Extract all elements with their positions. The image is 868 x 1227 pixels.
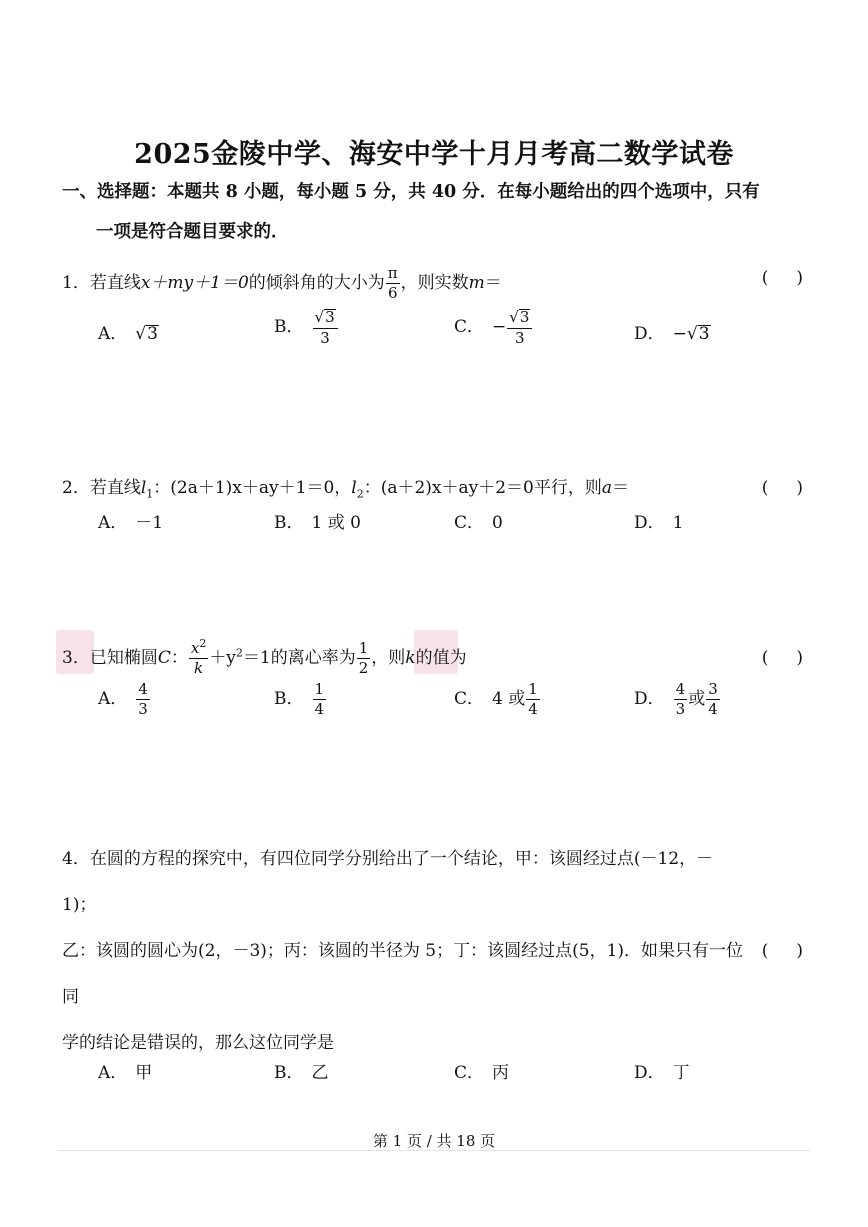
question-1 [62, 266, 807, 355]
q3-option-c[interactable]: C． 4 或 $\frac{1}{4}$ [454, 680, 538, 718]
q2-option-c[interactable]: C． 0 [454, 513, 503, 533]
question-4-options [62, 1058, 807, 1094]
answer-blank-4[interactable]: ( ) [761, 941, 805, 961]
q2-option-b[interactable]: B． 1 或 0 [274, 513, 361, 533]
q3-option-d[interactable]: D． $\frac{4}{3}$ 或 $\frac{3}{4}$ [634, 680, 718, 718]
answer-blank-2[interactable]: ( ) [761, 478, 805, 498]
q2-option-a[interactable]: A． －1 [98, 513, 164, 533]
fraction-pi-over-6: $\frac{\pi}{6}$ [387, 264, 398, 302]
q4-line-2: 乙：该圆的圆心为(2，－3)；丙：该圆的半径为 5；丁：该圆经过点(5，1)．如果只有一位同 [62, 941, 744, 1007]
section-heading [62, 172, 802, 252]
q4-line-3: 学的结论是错误的，那么这位同学是 [62, 1033, 334, 1053]
question-3-stem: 3．已知椭圆C： $\frac{x^2}{k}$ $+y^2=1$的离心率为 $\frac{1}{2}$ ，则k的值为 ( ) [62, 637, 805, 677]
question-2 [62, 476, 807, 544]
question-2-options [62, 508, 807, 544]
q3-option-a[interactable]: A． $\frac{4}{3}$ [98, 680, 148, 718]
footer-divider [58, 1150, 810, 1151]
question-4-stem [62, 836, 807, 1066]
question-1-stem: 1．若直线x＋my＋1＝0的倾斜角的大小为 $\frac{\pi}{6}$ ，则实数m＝ ( ) [62, 264, 805, 302]
q3-option-b[interactable]: B． $\frac{1}{4}$ [274, 680, 325, 718]
q4-option-d[interactable]: D． 丁 [634, 1063, 690, 1083]
q2-option-d[interactable]: D． 1 [634, 513, 684, 533]
q4-line-1: 4．在圆的方程的探究中，有四位同学分别给出了一个结论，甲：该圆经过点(－12，－1)； [62, 849, 714, 915]
answer-blank-3[interactable]: ( ) [761, 648, 805, 668]
question-3-options [62, 682, 807, 718]
fraction-x2-over-k: $\frac{x^2}{k}$ [190, 637, 207, 677]
section-line-2: 一项是符合题目要求的． [96, 222, 289, 242]
exam-title: 2025金陵中学、海安中学十月月考高二数学试卷 [134, 139, 734, 170]
q1-option-c[interactable]: C． − $\frac{√3}{3}$ [454, 309, 533, 346]
answer-blank-1[interactable]: ( ) [761, 268, 805, 288]
q4-option-b[interactable]: B． 乙 [274, 1063, 329, 1083]
q1-option-a[interactable]: A． √3 [98, 324, 158, 344]
section-line-1: 一、选择题：本题共 8 小题，每小题 5 分，共 40 分．在每小题给出的四个选项中，只有 [62, 182, 760, 202]
q4-option-c[interactable]: C． 丙 [454, 1063, 510, 1083]
page-footer: 第 1 页 / 共 18 页 [372, 1132, 496, 1150]
question-4 [62, 836, 807, 1094]
fraction-one-half: $\frac{1}{2}$ [358, 639, 369, 677]
question-2-stem: 2．若直线$l_1$：(2a＋1)x＋ay＋1＝0，$l_2$：(a＋2)x＋ay＋2＝0平行，则a＝ ( ) [62, 478, 805, 501]
q1-option-b[interactable]: B． $\frac{√3}{3}$ [274, 309, 339, 346]
q4-option-a[interactable]: A． 甲 [98, 1063, 153, 1083]
question-1-options [62, 308, 807, 355]
q1-option-d[interactable]: D． −√3 [634, 324, 710, 344]
question-3 [62, 638, 807, 718]
